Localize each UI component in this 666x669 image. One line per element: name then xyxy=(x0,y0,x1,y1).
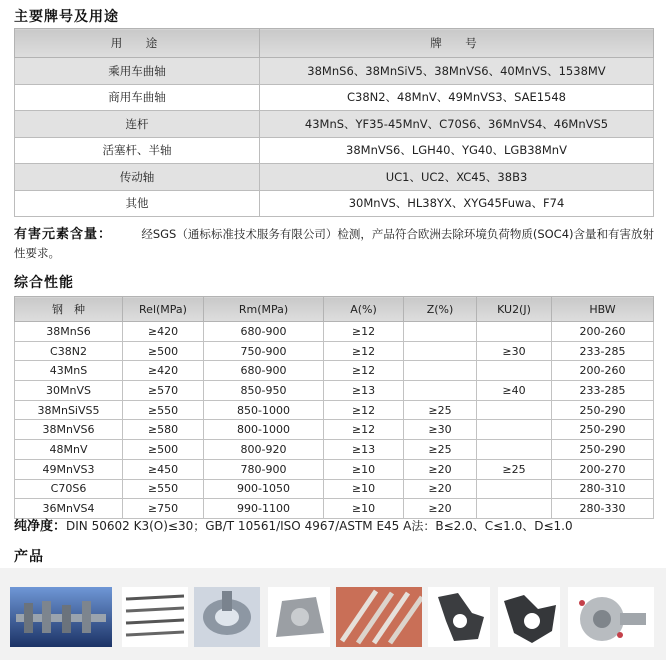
grade-cell: 30MnVS、HL38YX、XYG45Fuwa、F74 xyxy=(260,190,654,217)
connecting-rods-image xyxy=(194,587,260,647)
purity-line xyxy=(14,515,573,534)
rm-cell: 800-1000 xyxy=(204,420,324,440)
steering-knuckle-image xyxy=(428,587,490,647)
a-cell: ≥13 xyxy=(324,440,404,460)
z-cell xyxy=(404,341,477,361)
ku2-cell: ≥40 xyxy=(477,381,552,401)
grade-cell: C38N2、48MnV、49MnVS3、SAE1548 xyxy=(260,84,654,111)
a-cell: ≥12 xyxy=(324,322,404,342)
properties-table-body xyxy=(15,322,654,519)
header-rm: Rm(MPa) xyxy=(204,297,324,322)
table-row xyxy=(15,440,654,460)
grades-section-title: 主要牌号及用途 xyxy=(14,9,119,25)
rel-cell: ≥550 xyxy=(123,479,204,499)
z-cell: ≥20 xyxy=(404,499,477,519)
a-cell: ≥10 xyxy=(324,479,404,499)
properties-table xyxy=(14,296,654,519)
steel-cell: 38MnS6 xyxy=(15,322,123,342)
hbw-cell: 200-260 xyxy=(552,361,654,381)
z-cell xyxy=(404,361,477,381)
rm-cell: 850-950 xyxy=(204,381,324,401)
ku2-cell: ≥30 xyxy=(477,341,552,361)
purity-label: 纯净度： xyxy=(14,519,67,534)
shafts-image xyxy=(122,587,188,647)
hbw-cell: 233-285 xyxy=(552,341,654,361)
hbw-cell: 200-260 xyxy=(552,322,654,342)
use-cell: 其他 xyxy=(15,190,260,217)
rm-cell: 850-1000 xyxy=(204,400,324,420)
table-row xyxy=(15,420,654,440)
use-cell: 乘用车曲轴 xyxy=(15,58,260,85)
z-cell: ≥20 xyxy=(404,459,477,479)
a-cell: ≥12 xyxy=(324,361,404,381)
hbw-cell: 280-330 xyxy=(552,499,654,519)
steel-cell: 30MnVS xyxy=(15,381,123,401)
wheel-hub-image xyxy=(568,587,654,647)
steel-cell: 48MnV xyxy=(15,440,123,460)
hbw-cell: 280-310 xyxy=(552,479,654,499)
header-ku2: KU2(J) xyxy=(477,297,552,322)
a-cell: ≥10 xyxy=(324,499,404,519)
rm-cell: 990-1100 xyxy=(204,499,324,519)
rm-cell: 750-900 xyxy=(204,341,324,361)
table-row xyxy=(15,137,654,164)
crankshaft-image xyxy=(10,587,112,647)
header-hbw: HBW xyxy=(552,297,654,322)
steel-cell: C38N2 xyxy=(15,341,123,361)
table-row xyxy=(15,381,654,401)
a-cell: ≥12 xyxy=(324,420,404,440)
harmful-elements-label: 有害元素含量： xyxy=(14,227,113,242)
piston-rods-image xyxy=(336,587,422,647)
header-rel: Rel(MPa) xyxy=(123,297,204,322)
z-cell: ≥25 xyxy=(404,440,477,460)
housing-image xyxy=(268,587,330,647)
header-steel: 钢 种 xyxy=(15,297,123,322)
use-cell: 传动轴 xyxy=(15,164,260,191)
ku2-cell xyxy=(477,440,552,460)
table-row xyxy=(15,341,654,361)
a-cell: ≥10 xyxy=(324,459,404,479)
ku2-cell xyxy=(477,479,552,499)
grade-cell: 43MnS、YF35-45MnV、C70S6、36MnVS4、46MnVS5 xyxy=(260,111,654,138)
rel-cell: ≥580 xyxy=(123,420,204,440)
properties-header-row xyxy=(15,297,654,322)
use-cell: 连杆 xyxy=(15,111,260,138)
rel-cell: ≥570 xyxy=(123,381,204,401)
rel-cell: ≥450 xyxy=(123,459,204,479)
grade-cell: UC1、UC2、XC45、38B3 xyxy=(260,164,654,191)
ku2-cell xyxy=(477,322,552,342)
a-cell: ≥12 xyxy=(324,341,404,361)
ku2-cell xyxy=(477,400,552,420)
rm-cell: 680-900 xyxy=(204,322,324,342)
hbw-cell: 250-290 xyxy=(552,440,654,460)
header-a: A(%) xyxy=(324,297,404,322)
rel-cell: ≥500 xyxy=(123,341,204,361)
purity-text: DIN 50602 K3(O)≤30；GB/T 10561/ISO 4967/ASTM E45 A法：B≤2.0、C≤1.0、D≤1.0 xyxy=(66,519,573,533)
table-row xyxy=(15,58,654,85)
grades-header-use: 用 途 xyxy=(15,29,260,58)
header-z: Z(%) xyxy=(404,297,477,322)
harmful-elements-paragraph xyxy=(14,225,654,262)
z-cell: ≥25 xyxy=(404,400,477,420)
z-cell xyxy=(404,381,477,401)
steering-knuckle-2-image xyxy=(498,587,560,647)
use-cell: 活塞杆、半轴 xyxy=(15,137,260,164)
use-cell: 商用车曲轴 xyxy=(15,84,260,111)
harmful-elements-text: 经SGS（通标标准技术服务有限公司）检测，产品符合欧洲去除环境负荷物质(SOC4)含量和有害放射性要求。 xyxy=(14,227,655,260)
table-row xyxy=(15,190,654,217)
table-row xyxy=(15,361,654,381)
steel-cell: 49MnVS3 xyxy=(15,459,123,479)
rel-cell: ≥500 xyxy=(123,440,204,460)
rel-cell: ≥420 xyxy=(123,322,204,342)
hbw-cell: 250-290 xyxy=(552,400,654,420)
steel-cell: 38MnSiVS5 xyxy=(15,400,123,420)
table-row xyxy=(15,479,654,499)
grades-header-row xyxy=(15,29,654,58)
rm-cell: 900-1050 xyxy=(204,479,324,499)
ku2-cell: ≥25 xyxy=(477,459,552,479)
products-section-title: 产品 xyxy=(14,549,44,565)
grades-table xyxy=(14,28,654,217)
steel-cell: 38MnVS6 xyxy=(15,420,123,440)
grade-cell: 38MnVS6、LGH40、YG40、LGB38MnV xyxy=(260,137,654,164)
table-row xyxy=(15,164,654,191)
table-row xyxy=(15,459,654,479)
z-cell xyxy=(404,322,477,342)
table-row xyxy=(15,84,654,111)
a-cell: ≥13 xyxy=(324,381,404,401)
rel-cell: ≥750 xyxy=(123,499,204,519)
hbw-cell: 233-285 xyxy=(552,381,654,401)
hbw-cell: 250-290 xyxy=(552,420,654,440)
ku2-cell xyxy=(477,361,552,381)
rm-cell: 800-920 xyxy=(204,440,324,460)
table-row xyxy=(15,322,654,342)
table-row xyxy=(15,400,654,420)
ku2-cell xyxy=(477,420,552,440)
table-row xyxy=(15,111,654,138)
a-cell: ≥12 xyxy=(324,400,404,420)
z-cell: ≥30 xyxy=(404,420,477,440)
steel-cell: C70S6 xyxy=(15,479,123,499)
steel-cell: 36MnVS4 xyxy=(15,499,123,519)
rm-cell: 680-900 xyxy=(204,361,324,381)
rel-cell: ≥420 xyxy=(123,361,204,381)
rm-cell: 780-900 xyxy=(204,459,324,479)
rel-cell: ≥550 xyxy=(123,400,204,420)
grades-header-grade: 牌 号 xyxy=(260,29,654,58)
grade-cell: 38MnS6、38MnSiV5、38MnVS6、40MnVS、1538MV xyxy=(260,58,654,85)
properties-section-title: 综合性能 xyxy=(14,275,74,291)
hbw-cell: 200-270 xyxy=(552,459,654,479)
steel-cell: 43MnS xyxy=(15,361,123,381)
z-cell: ≥20 xyxy=(404,479,477,499)
